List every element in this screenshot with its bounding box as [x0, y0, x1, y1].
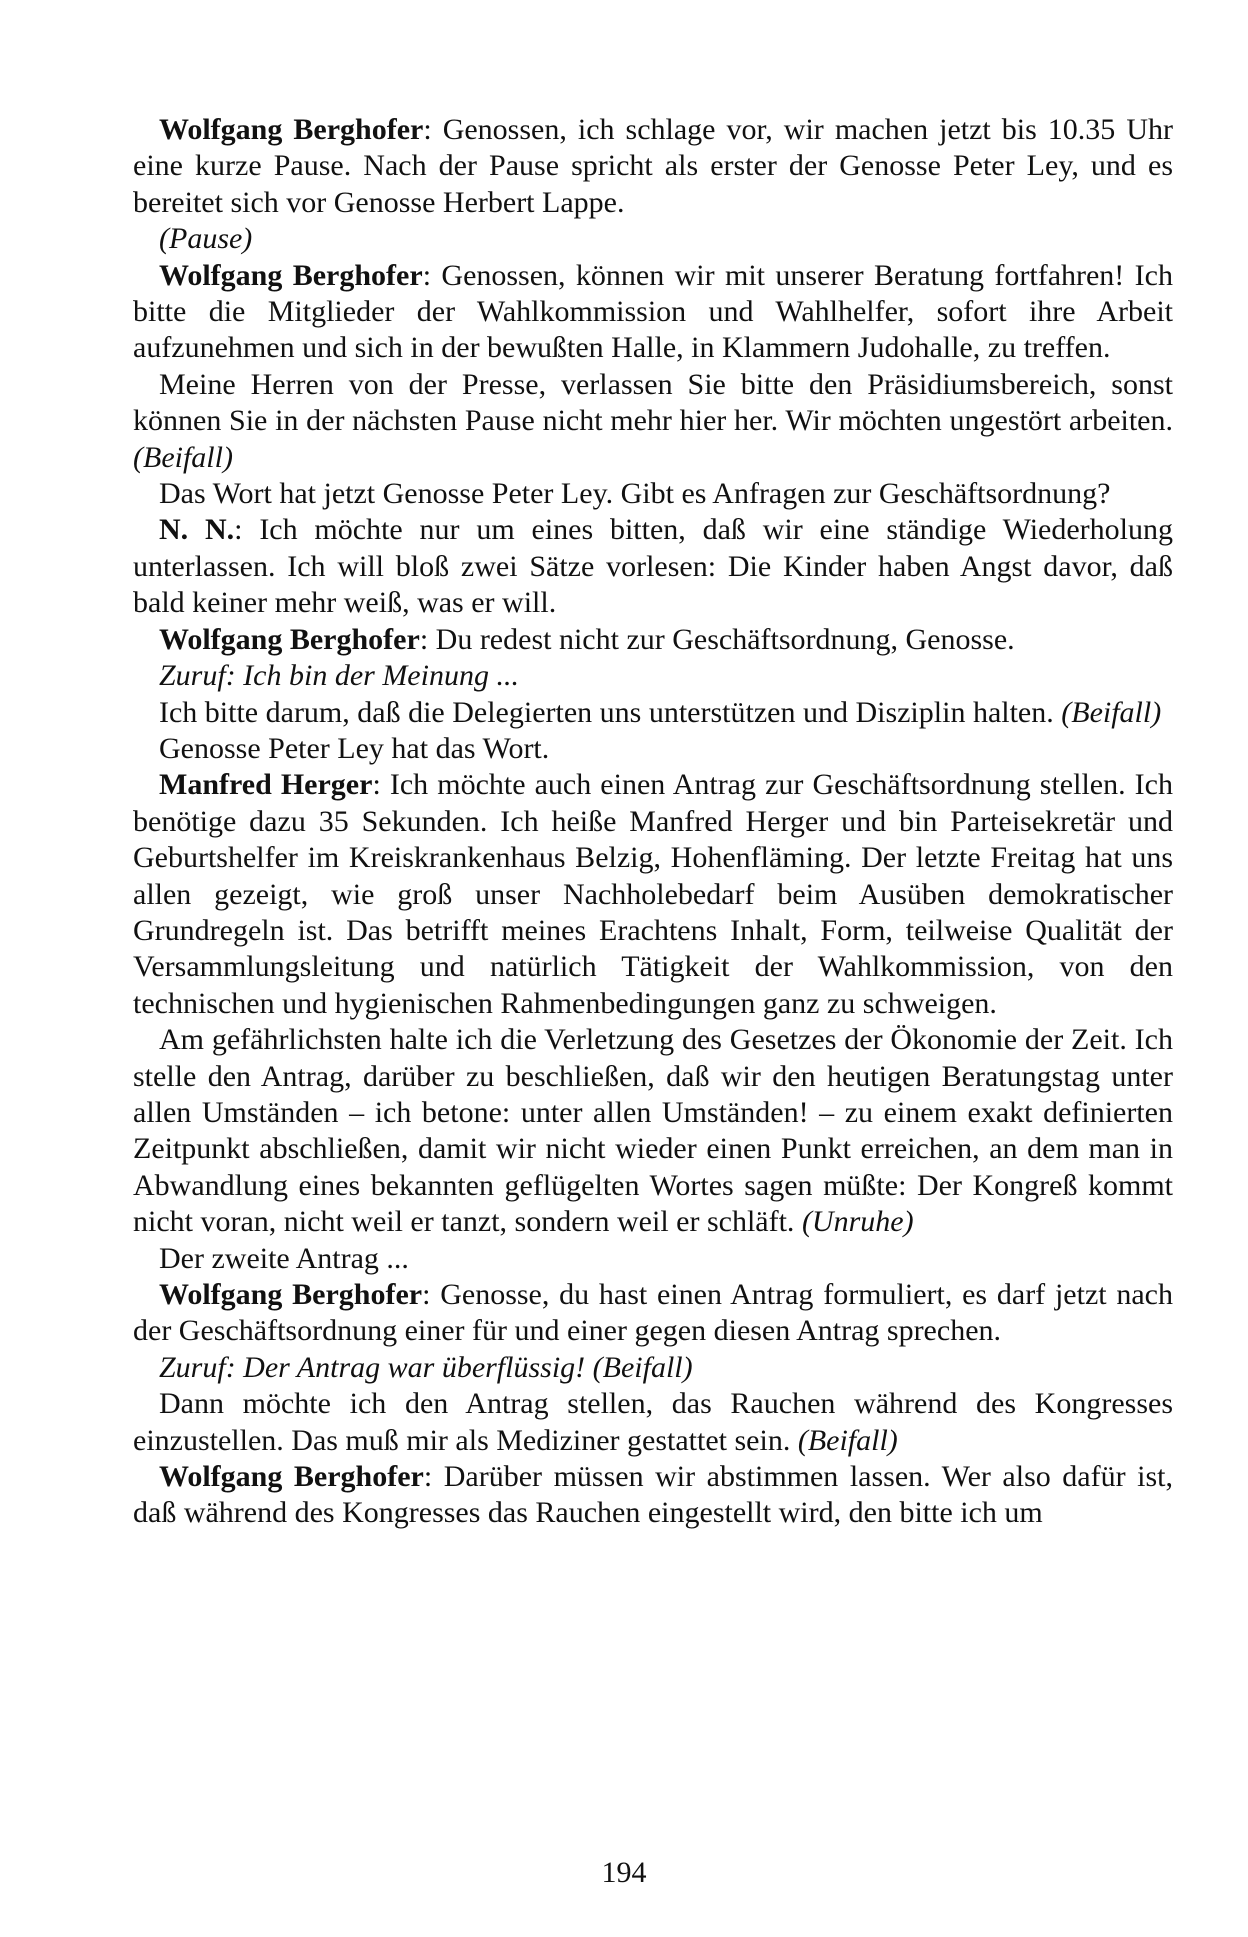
transcript-page — [133, 112, 1173, 1532]
paragraph — [133, 221, 1173, 257]
interjection: Zuruf: Der Antrag war überflüssig! (Beifall) — [159, 1350, 693, 1384]
speaker-name: N. N. — [159, 513, 235, 547]
speaker-name: Wolfgang Berghofer — [159, 622, 420, 656]
paragraph — [133, 1022, 1173, 1240]
stage-direction: (Pause) — [159, 222, 253, 256]
paragraph-text: Darüber müssen wir abstimmen lassen. Wer also dafür ist, daß während des Kongresses das Rauchen eingestellt wird, den bitte ich um — [133, 1460, 1173, 1530]
paragraph-text: Du redest nicht zur Geschäftsordnung, Genosse. — [435, 622, 1015, 656]
paragraph-text: Ich möchte nur um eines bitten, daß wir eine ständige Wiederholung unterlassen. Ich will bloß zwei Sätze vorlesen: Die Kinder haben Angst davor, daß bald keiner mehr weiß, was er will. — [133, 513, 1173, 620]
paragraph-text: Genossen, ich schlage vor, wir machen jetzt bis 10.35 Uhr eine kurze Pause. Nach der Pause spricht als erster der Genosse Peter Ley, und es bereitet sich vor Genosse Herbert Lappe. — [133, 113, 1173, 219]
stage-direction: (Unruhe) — [801, 1205, 914, 1239]
stage-direction: (Beifall) — [1061, 695, 1162, 729]
paragraph-text: Genossen, können wir mit unserer Beratung fortfahren! Ich bitte die Mitglieder der Wahlkommission und Wahlhelfer, sofort ihre Arbeit aufzunehmen und sich in der bewußten Halle, in Klammern Judohalle, zu treffen. — [133, 258, 1173, 365]
speaker-name: Manfred Herger — [159, 768, 373, 802]
paragraph: Wolfgang Berghofer: Genossen, ich schlage vor, wir machen jetzt bis 10.35 Uhr eine kurze Pause. Nach der Pause spricht als erster der Genosse Peter Ley, und es bereitet sich vor Genosse Herbert Lappe. — [133, 113, 1173, 219]
paragraph — [133, 658, 1173, 694]
paragraph: Wolfgang Berghofer: Genossen, können wir mit unserer Beratung fortfahren! Ich bitte die Mitglieder der Wahlkommission und Wahlhelfer, sofort ihre Arbeit aufzunehmen und sich in der bewußten Halle, in Klammern Judohalle, zu treffen. — [133, 258, 1173, 365]
paragraph — [133, 731, 1173, 767]
paragraph: Wolfgang Berghofer: Genosse, du hast einen Antrag formuliert, es darf jetzt nach der Geschäftsordnung einer für und einer gegen diesen Antrag sprechen. — [133, 1278, 1174, 1348]
stage-direction: (Beifall) — [133, 440, 233, 474]
stage-direction: (Beifall) — [797, 1423, 898, 1457]
speaker-name: Wolfgang Berghofer — [159, 1460, 424, 1494]
paragraph: N. N.: Ich möchte nur um eines bitten, daß wir eine ständige Wiederholung unterlassen. Ich will bloß zwei Sätze vorlesen: Die Kinder haben Angst davor, daß bald keiner mehr weiß, was er will. — [133, 513, 1173, 620]
speaker-name: Wolfgang Berghofer — [159, 1278, 423, 1311]
paragraph: Manfred Herger: Ich möchte auch einen Antrag zur Geschäftsordnung stellen. Ich benötige dazu 35 Sekunden. Ich heiße Manfred Herger und bin Parteisekretär und Geburtshelfer im Kreiskrankenhaus Belzig, Hohenfläming. Der letzte Freitag hat uns allen gezeigt, wie groß unser Nachholebedarf beim Ausüben demokratischer Grundregeln ist. Das betrifft meines Erachtens Inhalt, Form, teilweise Qualität der Versammlungsleitung und natürlich Tätigkeit der Wahlkommission, von den technischen und hygienischen Rahmenbedingungen ganz zu schweigen. — [133, 768, 1173, 1020]
page-number: 194 — [601, 1856, 647, 1889]
paragraph-text: Genosse Peter Ley hat das Wort. — [159, 731, 550, 765]
speaker-name: Wolfgang Berghofer — [159, 258, 423, 292]
paragraph — [133, 367, 1173, 476]
paragraph-text: Dann möchte ich den Antrag stellen, das Rauchen während des Kongresses einzustellen. Das muß mir als Mediziner gestattet sein. — [133, 1387, 1173, 1457]
paragraph-text: Das Wort hat jetzt Genosse Peter Ley. Gibt es Anfragen zur Geschäftsordnung? — [159, 477, 1111, 511]
paragraph — [133, 476, 1173, 512]
paragraph-text: Am gefährlichsten halte ich die Verletzung des Gesetzes der Ökonomie der Zeit. Ich stelle den Antrag, darüber zu beschließen, daß wir den heutigen Beratungstag unter allen Umständen – ich betone: unter allen Umständen! – zu einem exakt definierten Zeitpunkt abschließen, damit wir nicht wieder einen Punkt erreichen, an dem man in Abwandlung eines bekannten geflügelten Wortes sagen müßte: Der Kongreß kommt nicht voran, nicht weil er tanzt, sondern weil er schläft. — [133, 1023, 1173, 1239]
paragraph — [133, 1350, 1173, 1386]
paragraph: Wolfgang Berghofer: Darüber müssen wir abstimmen lassen. Wer also dafür ist, daß während des Kongresses das Rauchen eingestellt wird, den bitte ich um — [133, 1460, 1173, 1530]
paragraph-text: Der zweite Antrag ... — [159, 1241, 409, 1275]
paragraph — [133, 1386, 1173, 1459]
paragraph-text: Genosse, du hast einen Antrag formuliert, es darf jetzt nach der Geschäftsordnung einer für und einer gegen diesen Antrag sprechen. — [133, 1278, 1174, 1348]
speaker-name: Wolfgang Berghofer — [159, 113, 424, 146]
paragraph-text: Ich bitte darum, daß die Delegierten uns unterstützen und Disziplin halten. — [159, 695, 1054, 729]
interjection: Zuruf: Ich bin der Meinung ... — [159, 659, 519, 693]
paragraph — [133, 695, 1173, 731]
paragraph — [133, 1241, 1173, 1277]
paragraph: Wolfgang Berghofer: Du redest nicht zur Geschäftsordnung, Genosse. — [159, 622, 1015, 656]
paragraph-text: Meine Herren von der Presse, verlassen Sie bitte den Präsidiumsbereich, sonst können Sie in der nächsten Pause nicht mehr hier her. Wir möchten ungestört arbeiten. — [133, 367, 1173, 438]
paragraph-text: Ich möchte auch einen Antrag zur Geschäftsordnung stellen. Ich benötige dazu 35 Sekunden. Ich heiße Manfred Herger und bin Parteisekretär und Geburtshelfer im Kreiskrankenhaus Belzig, Hohenfläming. Der letzte Freitag hat uns allen gezeigt, wie groß unser Nachholebedarf beim Ausüben demokratischer Grundregeln ist. Das betrifft meines Erachtens Inhalt, Form, teilweise Qualität der Versammlungsleitung und natürlich Tätigkeit der Wahlkommission, von den technischen und hygienischen Rahmenbedingungen ganz zu schweigen. — [133, 768, 1173, 1020]
